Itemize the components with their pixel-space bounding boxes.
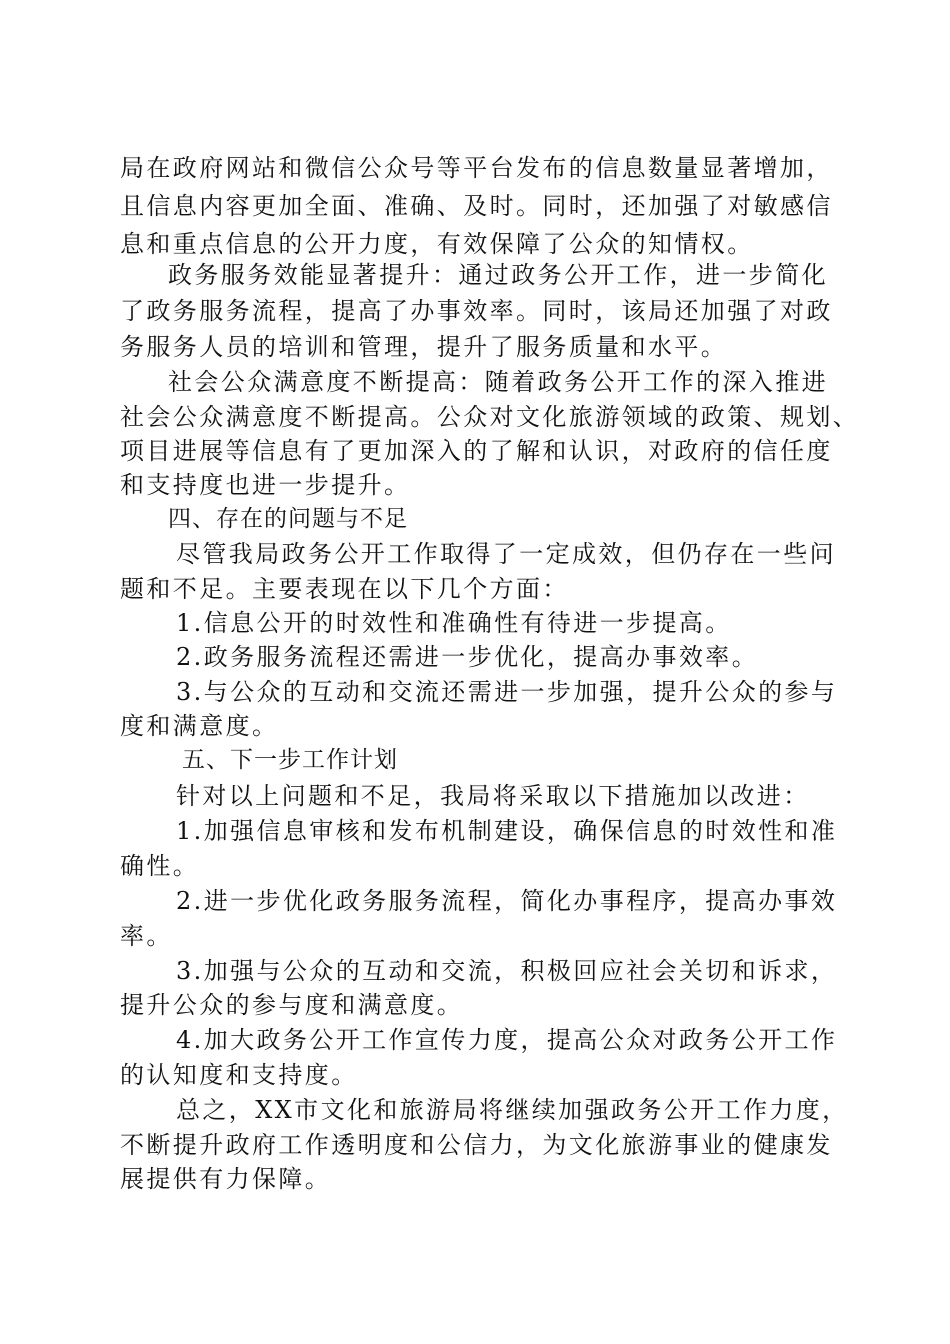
list-item-continuation: 确性。 (120, 852, 200, 880)
paragraph-line: 展提供有力保障。 (120, 1165, 332, 1193)
section-heading: 四、存在的问题与不足 (168, 506, 408, 532)
paragraph-line: 了政务服务流程，提高了办事效率。同时，该局还加强了对政 (120, 297, 833, 325)
paragraph-line: 尽管我局政务公开工作取得了一定成效，但仍存在一些问 (176, 540, 836, 568)
list-item: 3.与公众的互动和交流还需进一步加强，提升公众的参与 (176, 678, 838, 706)
paragraph-line: 和支持度也进一步提升。 (120, 471, 411, 499)
list-item: 1.信息公开的时效性和准确性有待进一步提高。 (176, 609, 732, 637)
paragraph-line: 政务服务效能显著提升：通过政务公开工作，进一步简化 (168, 261, 828, 289)
list-item: 3.加强与公众的互动和交流，积极回应社会关切和诉求， (176, 957, 838, 985)
list-item-continuation: 提升公众的参与度和满意度。 (120, 991, 464, 1019)
list-item: 2.进一步优化政务服务流程，简化办事程序，提高办事效 (176, 887, 838, 915)
list-item: 1.加强信息审核和发布机制建设，确保信息的时效性和准 (176, 817, 838, 845)
list-item: 4.加大政务公开工作宣传力度，提高公众对政务公开工作 (176, 1026, 838, 1054)
paragraph-line: 息和重点信息的公开力度，有效保障了公众的知情权。 (120, 230, 754, 258)
paragraph-line: 且信息内容更加全面、准确、及时。同时，还加强了对敏感信 (120, 192, 833, 220)
list-item-continuation: 度和满意度。 (120, 712, 279, 740)
list-item-continuation: 的认知度和支持度。 (120, 1061, 358, 1089)
paragraph-line: 总之，XX市文化和旅游局将继续加强政务公开工作力度， (176, 1096, 849, 1124)
list-item: 2.政务服务流程还需进一步优化，提高办事效率。 (176, 643, 759, 671)
paragraph-line: 务服务人员的培训和管理，提升了服务质量和水平。 (120, 333, 728, 361)
paragraph-line: 社会公众满意度不断提高：随着政务公开工作的深入推进 (168, 368, 828, 396)
paragraph-line: 针对以上问题和不足，我局将采取以下措施加以改进： (176, 782, 810, 810)
paragraph-line: 不断提升政府工作透明度和公信力，为文化旅游事业的健康发 (120, 1131, 833, 1159)
paragraph-line: 局在政府网站和微信公众号等平台发布的信息数量显著增加， (120, 154, 833, 182)
paragraph-line: 项目进展等信息有了更加深入的了解和认识，对政府的信任度 (120, 437, 833, 465)
paragraph-line: 题和不足。主要表现在以下几个方面： (120, 575, 569, 603)
paragraph-line: 社会公众满意度不断提高。公众对文化旅游领域的政策、规划、 (120, 403, 860, 431)
list-item-continuation: 率。 (120, 922, 173, 950)
section-heading: 五、下一步工作计划 (182, 747, 398, 773)
